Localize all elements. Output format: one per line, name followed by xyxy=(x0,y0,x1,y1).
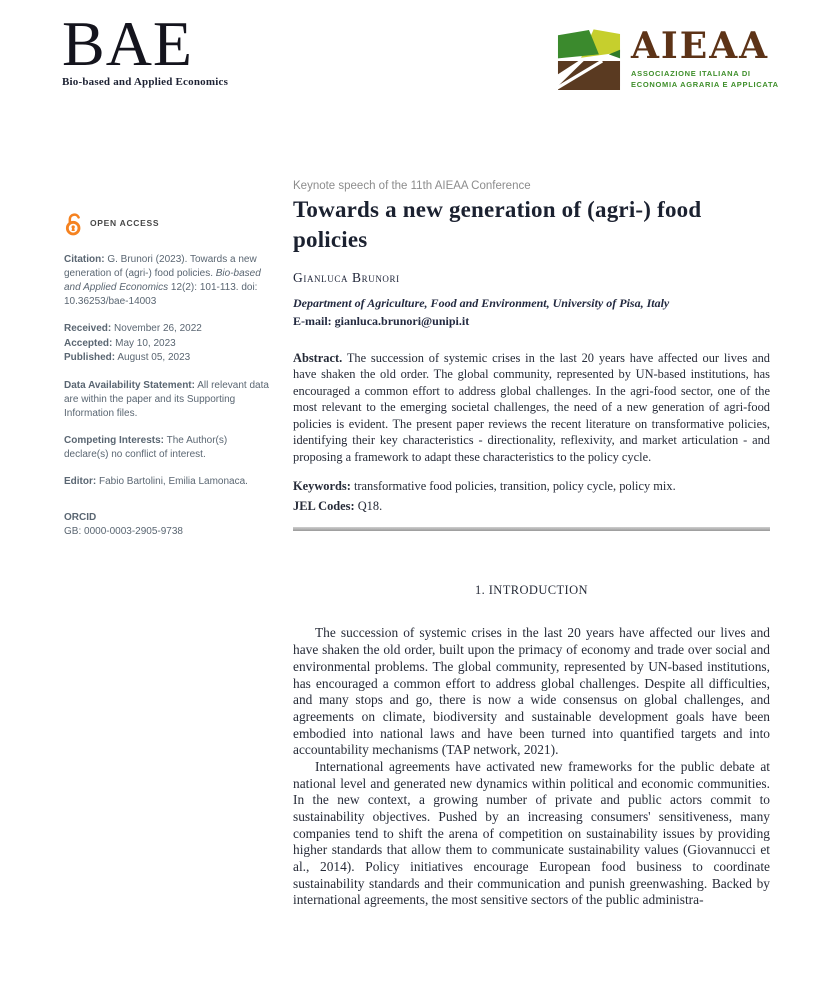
received-date: November 26, 2022 xyxy=(114,323,202,334)
keywords-text: transformative food policies, transition, policy cycle, policy mix. xyxy=(353,479,676,494)
open-access-badge xyxy=(64,212,270,236)
abstract-paragraph xyxy=(293,350,770,466)
competing-interests-block xyxy=(64,434,270,462)
citation-text: G. Brunori (2023). Towards a new generation of (agri-) food policies. xyxy=(64,254,257,279)
published-line xyxy=(64,351,270,366)
received-line xyxy=(64,322,270,337)
article-history-block xyxy=(64,322,270,366)
aieaa-association-logo xyxy=(556,25,779,94)
intro-paragraph-1: The succession of systemic crises in the last 20 years have affected our lives and have shaken the old order, built upon the primacy of economy and trade over social and environmental problems. The global community, represented by UN-based institutions, has encouraged a common effort to address global challenges. Despite all difficulties, and many stops and go, there is now a wide consensus on global challenges, and agreements on climate, biodiversity and sustainable development goals have been embodied into national laws and have been turned into quantified targets and into accountability mechanisms (TAP network, 2021). xyxy=(293,625,770,758)
accepted-line xyxy=(64,337,270,352)
editor-label: Editor: xyxy=(64,475,97,487)
abstract-label: Abstract. xyxy=(293,350,343,365)
intro-paragraph-2: International agreements have activated new frameworks for the public debate at national level and generated new dynamics within political and economic communities. In the new context, a growing number of private and public actors commit to sustainability objectives. Pushed by an increasing consumers' sensitiveness, many companies tend to shift the arena of competition on sustainability issues by providing higher standards that allow them to communicate sustainability values (Giovannucci et al., 2014). Policy initiatives encourage European food business to coordinate sustainability standards and their communication and punish greenwashing. Backed by international agreements, the most sensitive sectors of the public administra- xyxy=(293,758,770,908)
published-date: August 05, 2023 xyxy=(117,352,191,363)
orcid-block xyxy=(64,511,270,539)
aieaa-subtitle-line1: ASSOCIAZIONE ITALIANA DI xyxy=(631,69,751,78)
citation-block xyxy=(64,253,270,309)
data-availability-label: Data Availability Statement: xyxy=(64,379,195,391)
jel-codes-line xyxy=(293,498,770,515)
competing-interests-text: The Author(s) declare(s) no conflict of interest. xyxy=(64,434,228,460)
aieaa-logo-name: AIEAA xyxy=(631,25,770,67)
data-availability-text: All relevant data are within the paper and its Supporting Information files. xyxy=(64,379,269,419)
accepted-date: May 10, 2023 xyxy=(115,337,176,349)
aieaa-fields-icon xyxy=(556,28,622,94)
published-label: Published: xyxy=(64,352,116,363)
article-kicker: Keynote speech of the 11th AIEAA Conference xyxy=(293,180,531,192)
data-availability-block xyxy=(64,379,270,421)
author-name: Gianluca Brunori xyxy=(293,269,400,285)
received-label: Received: xyxy=(64,323,112,334)
article-title: Towards a new generation of (agri-) food policies xyxy=(293,197,702,253)
citation-label: Citation: xyxy=(64,254,105,265)
aieaa-subtitle-line2: ECONOMIA AGRARIA E APPLICATA xyxy=(631,80,779,90)
jel-codes-label: JEL Codes: xyxy=(293,498,355,513)
article-meta-sidebar xyxy=(64,212,270,552)
article-body-column xyxy=(293,180,770,909)
introduction-heading: 1. INTRODUCTION xyxy=(475,583,588,598)
keywords-line xyxy=(293,478,770,495)
editor-block xyxy=(64,475,270,489)
abstract-text: The succession of systemic crises in the last 20 years have affected our lives and have shaken the old order. The global community, represented by UN-based institutions, has encouraged a common effort to address global challenges. In the agri-food sector, one of the most relevant to the emerging societal challenges, the need of a new generation of agri-food policies is evident. The present paper reviews the recent literature on transformative policies, identifying their key characteristics - directionality, reflexivity, and market articulation - and proposing a framework to adapt these characteristics to the policy cycle. xyxy=(293,350,770,464)
citation-journal-name: Bio-based and Applied Economics xyxy=(64,268,261,293)
email-address[interactable]: gianluca.brunori@unipi.it xyxy=(334,313,470,328)
editor-names: Fabio Bartolini, Emilia Lamonaca. xyxy=(99,475,248,487)
author-email-line xyxy=(293,314,770,329)
aieaa-logo-text xyxy=(631,25,779,91)
accepted-label: Accepted: xyxy=(64,337,113,349)
section-divider-rule xyxy=(293,527,770,531)
jel-codes-value: Q18. xyxy=(357,498,383,513)
competing-interests-label: Competing Interests: xyxy=(64,434,165,446)
bae-journal-logo xyxy=(62,8,229,88)
open-access-lock-icon xyxy=(64,212,84,236)
orcid-label: ORCID xyxy=(64,511,97,523)
open-access-label: OPEN ACCESS xyxy=(90,218,160,229)
orcid-id: GB: 0000-0003-2905-9738 xyxy=(64,525,183,537)
author-affiliation: Department of Agriculture, Food and Environment, University of Pisa, Italy xyxy=(293,295,670,310)
citation-pages-doi: 12(2): 101-113. doi: 10.36253/bae-14003 xyxy=(64,282,258,307)
bae-logo-tagline: Bio-based and Applied Economics xyxy=(62,75,229,88)
email-label: E-mail: xyxy=(293,313,332,328)
keywords-label: Keywords: xyxy=(293,479,351,494)
bae-logo-acronym: BAE xyxy=(62,8,193,79)
